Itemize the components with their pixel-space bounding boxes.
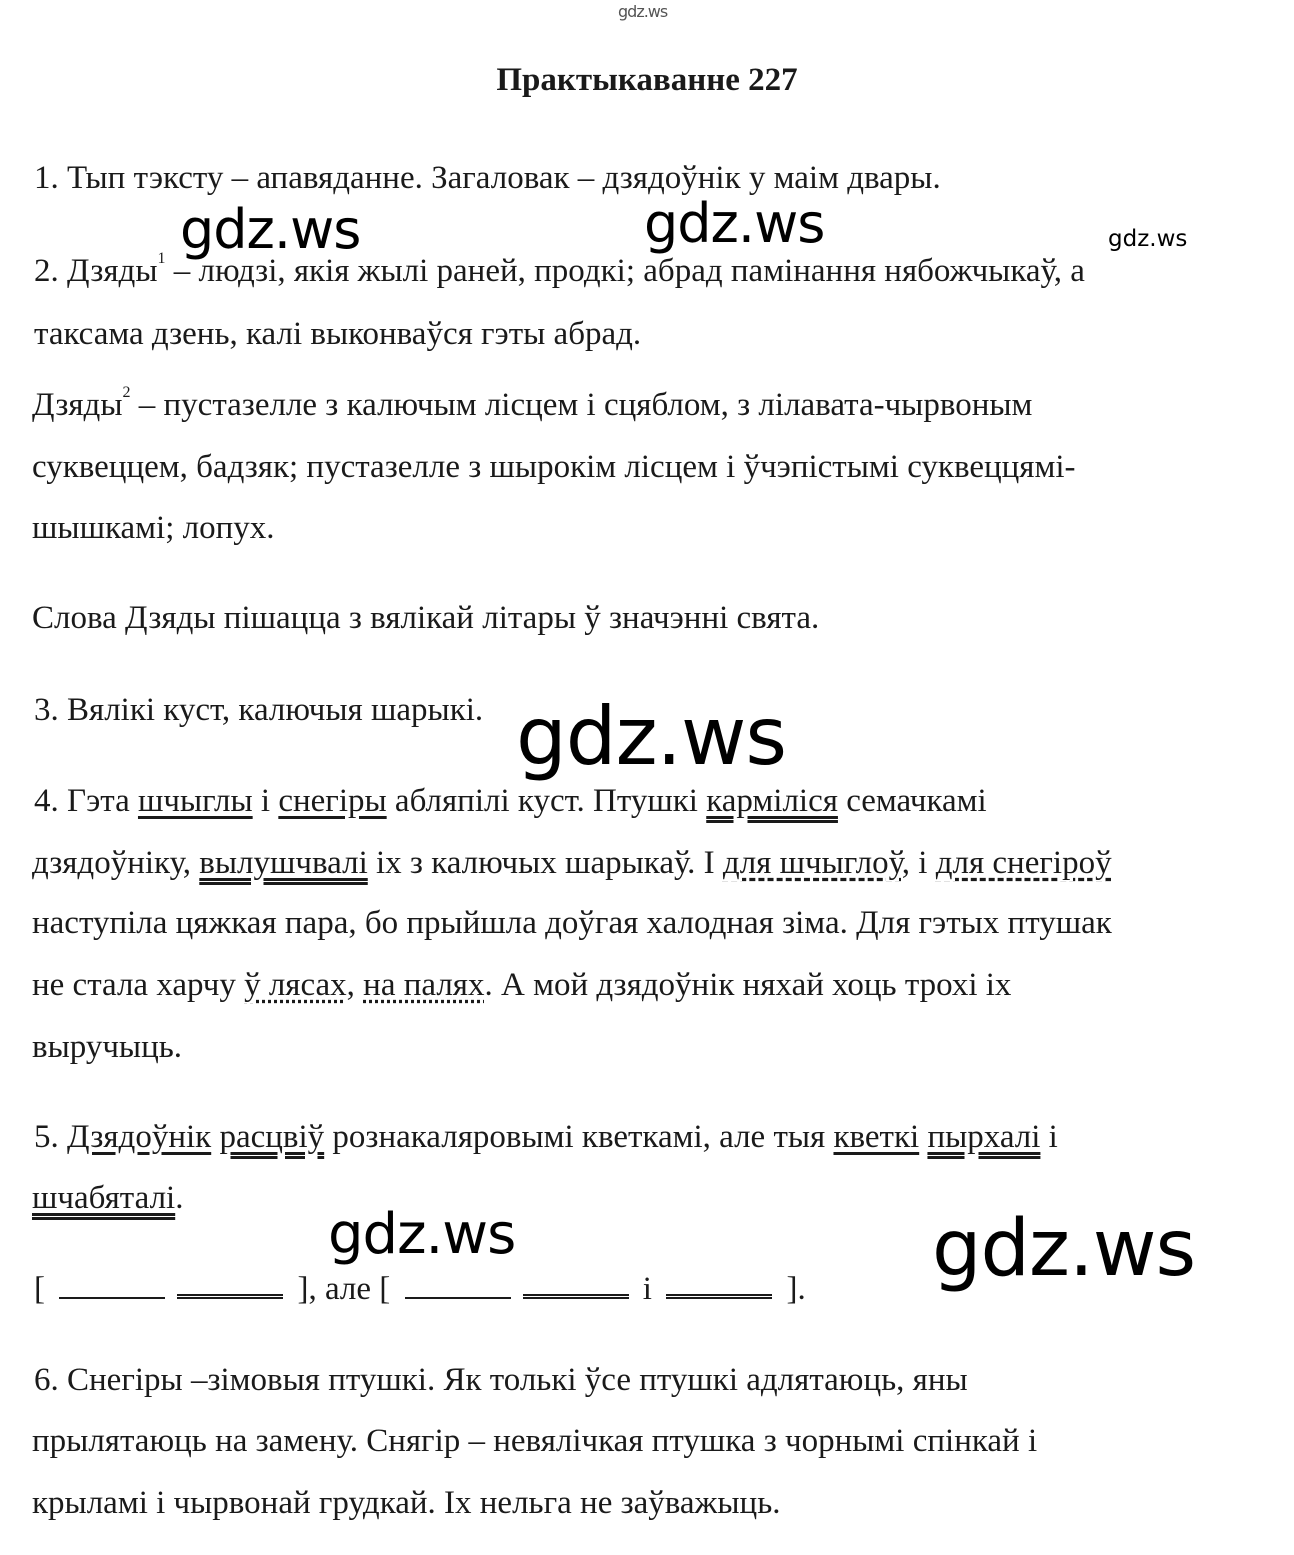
watermark: gdz.ws xyxy=(1108,226,1188,252)
answer-2b-line-1: Дзяды$^2$ – пустазелле з калючым лісцем і сцяблом, з лілавата-чырвоным xyxy=(32,384,1033,423)
answer-4-line-5: выручыць. xyxy=(32,1029,183,1065)
subject-line xyxy=(59,1277,165,1299)
answer-6-line-3: крыламі і чырвонай грудкай. Іх нельга не заўважыць. xyxy=(32,1485,781,1521)
answer-2b-line-3: шышкамі; лопух. xyxy=(32,510,275,546)
subject-line xyxy=(405,1277,511,1299)
predicate-line xyxy=(666,1276,772,1299)
answer-2-line-2: таксама дзень, калі выконваўся гэты абрад. xyxy=(34,316,642,352)
watermark: gdz.ws xyxy=(180,198,361,261)
answer-4-line-1: 4. Гэта шчыглы і снегіры абляпілі куст. Птушкі карміліся семачкамі xyxy=(34,783,987,819)
answer-4-line-3: наступіла цяжкая пара, бо прыйшла доўгая халодная зіма. Для гэтых птушак xyxy=(32,905,1112,941)
watermark: gdz.ws xyxy=(328,1202,516,1267)
answer-2c: Слова Дзяды пішацца з вялікай літары ў значэнні свята. xyxy=(32,600,820,636)
watermark: gdz.ws xyxy=(618,2,668,21)
answer-4-line-2: дзядоўніку, вылушчвалі іх з калючых шарыкаў. І для шчыглоў, і для снегіроў xyxy=(32,845,1112,881)
answer-6-line-1: 6. Снегіры –зімовыя птушкі. Як толькі ўсе птушкі адлятаюць, яны xyxy=(34,1362,968,1398)
sentence-scheme: [ ], але [ і ]. xyxy=(34,1271,806,1307)
answer-4-line-4: не стала харчу ў лясах, на палях. А мой дзядоўнік няхай хоць трохі іх xyxy=(32,967,1012,1003)
answer-3: 3. Вялікі куст, калючыя шарыкі. xyxy=(34,692,484,728)
predicate-line xyxy=(523,1276,629,1299)
answer-2b-line-2: суквеццем, бадзяк; пустазелле з шырокім лісцем і ўчэпістымі суквеццямі- xyxy=(32,449,1076,485)
page-title: Практыкаванне 227 xyxy=(496,62,798,98)
predicate-line xyxy=(177,1276,283,1299)
answer-5-line-2: шчабяталі. xyxy=(32,1180,184,1216)
watermark: gdz.ws xyxy=(516,690,787,783)
answer-5-line-1: 5. Дзядоўнік расцвіў рознакаляровымі кветкамі, але тыя кветкі пырхалі і xyxy=(34,1119,1058,1155)
watermark: gdz.ws xyxy=(932,1204,1196,1294)
answer-6-line-2: прылятаюць на замену. Снягір – невялічкая птушка з чорнымі спінкай і xyxy=(32,1423,1038,1459)
watermark: gdz.ws xyxy=(644,192,825,255)
answer-2-line-1: 2. Дзяды$^1$ – людзі, якія жылі раней, продкі; абрад памінання нябожчыкаў, а xyxy=(34,250,1085,289)
answer-1: 1. Тып тэксту – апавяданне. Загаловак – дзядоўнік у маім двары. xyxy=(34,160,941,196)
